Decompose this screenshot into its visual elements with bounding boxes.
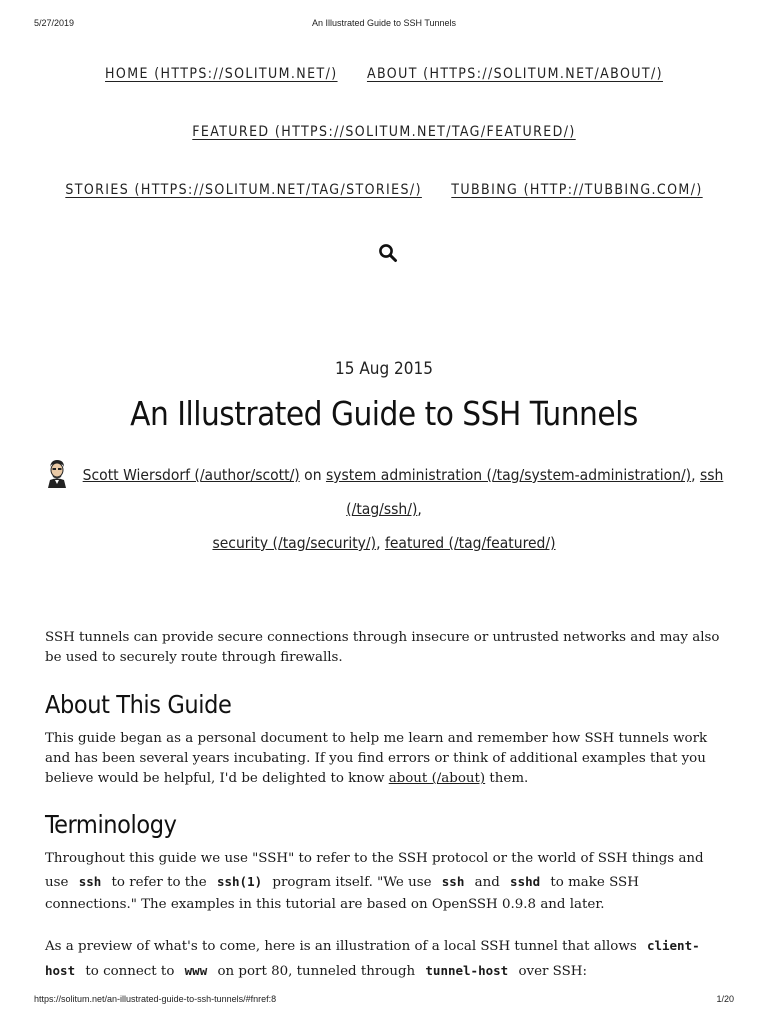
print-page-number: 1/20 bbox=[716, 994, 734, 1004]
tag-separator: , bbox=[376, 534, 385, 552]
search-icon[interactable] bbox=[378, 243, 398, 263]
about-tail: them. bbox=[485, 771, 529, 786]
code-ssh1: ssh(1) bbox=[216, 873, 263, 889]
code-tunnel-host: tunnel-host bbox=[425, 963, 509, 978]
print-date: 5/27/2019 bbox=[34, 18, 75, 28]
tag-sysadmin-link[interactable]: system administration (/tag/system-administration/) bbox=[325, 466, 692, 484]
term-text: and bbox=[470, 874, 505, 890]
tag-ssh-link[interactable]: ssh (/tag/ssh/) bbox=[346, 466, 724, 518]
about-text: This guide began as a personal document to help me learn and remember how SSH tunnels work and has been several years incubating. If you find errors or think of additional examples that you believe would be helpful, I'd be delighted to know bbox=[45, 731, 708, 786]
preview-text: over SSH: bbox=[514, 964, 587, 979]
about-paragraph bbox=[45, 729, 724, 789]
print-footer bbox=[34, 994, 734, 1006]
article-date: 15 Aug 2015 bbox=[335, 359, 433, 379]
preview-text: to connect to bbox=[81, 964, 179, 979]
terminology-heading: Terminology bbox=[45, 810, 177, 839]
code-client-host: client-host bbox=[45, 938, 700, 978]
print-header bbox=[34, 18, 734, 30]
nav-featured-link[interactable]: FEATURED (HTTPS://SOLITUM.NET/TAG/FEATURED/) bbox=[192, 124, 576, 140]
byline bbox=[40, 458, 728, 560]
print-url: https://solitum.net/an-illustrated-guide-to-ssh-tunnels/#fnref:8 bbox=[34, 994, 277, 1004]
nav-row-1 bbox=[0, 66, 768, 82]
nav-home-link[interactable]: HOME (HTTPS://SOLITUM.NET/) bbox=[105, 66, 338, 82]
terminology-paragraph bbox=[45, 848, 724, 917]
term-text: to make SSH connections." The examples in this tutorial are based on OpenSSH 0.9.8 and later. bbox=[45, 874, 639, 912]
nav-about-link[interactable]: ABOUT (HTTPS://SOLITUM.NET/ABOUT/) bbox=[366, 66, 663, 82]
byline-on: on bbox=[299, 466, 326, 484]
article-title: An Illustrated Guide to SSH Tunnels bbox=[130, 394, 638, 433]
author-avatar bbox=[45, 458, 69, 488]
tag-separator: , bbox=[417, 500, 422, 518]
code-sshd: sshd bbox=[510, 873, 541, 889]
term-text: to refer to the bbox=[107, 874, 211, 890]
preview-paragraph bbox=[45, 934, 724, 984]
about-link[interactable]: about (/about) bbox=[388, 771, 486, 786]
intro-paragraph: SSH tunnels can provide secure connections through insecure or untrusted networks and may also be used to securely route through firewalls. bbox=[45, 630, 720, 665]
tag-separator: , bbox=[691, 466, 700, 484]
nav-row-3 bbox=[0, 182, 768, 198]
nav-stories-link[interactable]: STORIES (HTTPS://SOLITUM.NET/TAG/STORIES/) bbox=[65, 182, 422, 198]
nav-tubbing-link[interactable]: TUBBING (HTTP://TUBBING.COM/) bbox=[451, 182, 703, 198]
print-doc-title: An Illustrated Guide to SSH Tunnels bbox=[311, 18, 457, 28]
preview-text: As a preview of what's to come, here is an illustration of a local SSH tunnel that allows bbox=[45, 939, 641, 954]
code-www: www bbox=[184, 963, 208, 978]
code-ssh: ssh bbox=[78, 873, 102, 889]
term-text: Throughout this guide we use "SSH" to refer to the SSH protocol or the world of SSH things and use bbox=[45, 851, 704, 890]
author-link[interactable]: Scott Wiersdorf (/author/scott/) bbox=[82, 466, 300, 484]
preview-text: on port 80, tunneled through bbox=[213, 964, 420, 979]
tag-featured-link[interactable]: featured (/tag/featured/) bbox=[384, 534, 556, 552]
tag-security-link[interactable]: security (/tag/security/) bbox=[212, 534, 377, 552]
about-heading: About This Guide bbox=[45, 690, 232, 719]
code-ssh: ssh bbox=[441, 873, 465, 889]
term-text: program itself. "We use bbox=[268, 874, 436, 890]
nav-row-2 bbox=[0, 124, 768, 140]
